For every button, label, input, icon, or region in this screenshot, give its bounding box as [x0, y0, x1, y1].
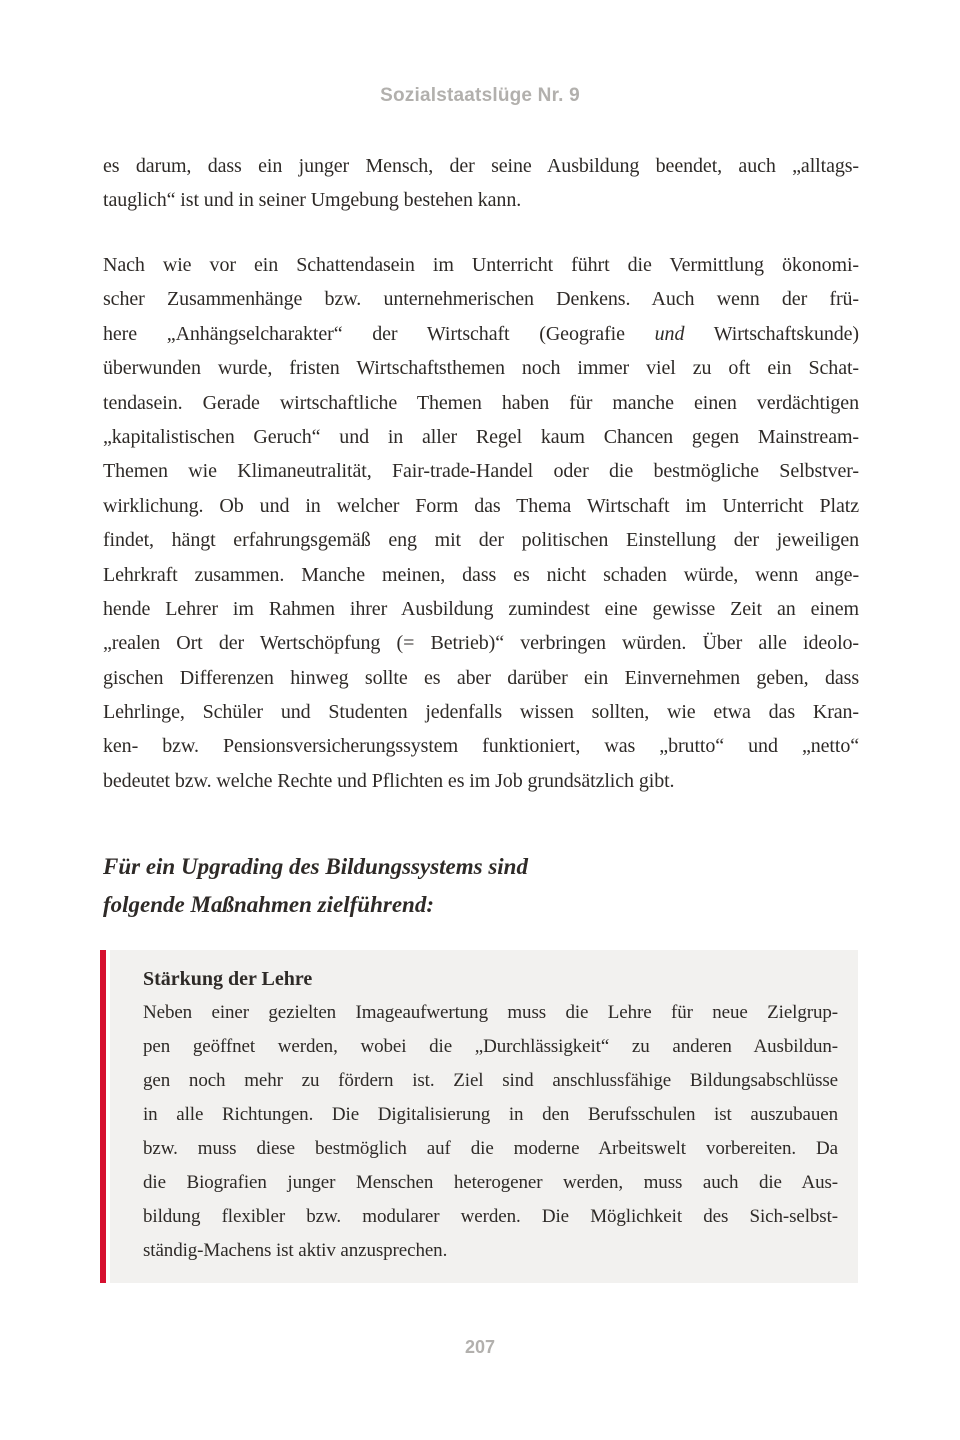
text-line: hende Lehrer im Rahmen ihrer Ausbildung zumindest eine gewisse Zeit an einem	[103, 597, 859, 620]
callout-title: Stärkung der Lehre	[143, 968, 313, 990]
text-line: gen noch mehr zu fördern ist. Ziel sind anschlussfähige Bildungsabschlüsse	[143, 1070, 838, 1091]
text-line: bedeutet bzw. welche Rechte und Pflichten es im Job grundsätzlich gibt.	[103, 769, 675, 792]
text-line: folgende Maßnahmen zielführend:	[103, 892, 434, 917]
text-line: Lehrkraft zusammen. Manche meinen, dass es nicht schaden würde, wenn ange-	[103, 563, 859, 586]
text-line: überwunden wurde, fristen Wirtschaftsthemen noch immer viel zu oft ein Schat-	[103, 357, 859, 380]
text-line: Neben einer gezielten Imageaufwertung muss die Lehre für neue Zielgrup-	[143, 1002, 838, 1023]
callout-content	[110, 950, 858, 1283]
text-line: findet, hängt erfahrungsgemäß eng mit der politischen Einstellung der jeweiligen	[103, 529, 859, 552]
text-line: bildung flexibler bzw. modularer werden. Die Möglichkeit des Sich-selbst-	[143, 1206, 838, 1227]
text-line: „realen Ort der Wertschöpfung (= Betrieb)“ verbringen würden. Über alle ideolo-	[103, 632, 859, 655]
text-line: bzw. muss diese bestmöglich auf die moderne Arbeitswelt vorbereiten. Da	[143, 1138, 838, 1159]
paragraph-main	[103, 248, 859, 798]
text-line: Für ein Upgrading des Bildungssystems sind	[103, 854, 528, 879]
text-line: „kapitalistischen Geruch“ und in aller Regel kaum Chancen gegen Mainstream-	[103, 425, 859, 448]
text-line: gischen Differenzen hinweg sollte es aber darüber ein Einvernehmen geben, dass	[103, 666, 859, 689]
paragraph-intro	[103, 149, 859, 218]
callout-body	[143, 996, 838, 1268]
text-line: tauglich“ ist und in seiner Umgebung bestehen kann.	[103, 189, 522, 212]
callout-box	[100, 950, 858, 1283]
text-line: ken- bzw. Pensionsversicherungssystem funktioniert, was „brutto“ und „netto“	[103, 735, 859, 758]
running-head: Sozialstaatslüge Nr. 9	[380, 85, 580, 106]
text-line: tendasein. Gerade wirtschaftliche Themen haben für manche einen verdächtigen	[103, 391, 859, 414]
text-line: Nach wie vor ein Schattendasein im Unterricht führt die Vermittlung ökonomi-	[103, 254, 859, 276]
text-line: here „Anhängselcharakter“ der Wirtschaft (Geografie und Wirtschaftskunde)	[103, 322, 859, 345]
text-line: ständig-Machens ist aktiv anzusprechen.	[143, 1240, 448, 1261]
text-line: Themen wie Klimaneutralität, Fair-trade-Handel oder die bestmögliche Selbstver-	[103, 460, 859, 483]
text-line: wirklichung. Ob und in welcher Form das Thema Wirtschaft im Unterricht Platz	[103, 494, 859, 517]
text-line: die Biografien junger Menschen heterogener werden, muss auch die Aus-	[143, 1172, 838, 1193]
text-line: pen geöffnet werden, wobei die „Durchlässigkeit“ zu anderen Ausbildun-	[143, 1036, 838, 1057]
section-subheading	[103, 848, 859, 924]
text-line: es darum, dass ein junger Mensch, der seine Ausbildung beendet, auch „alltags-	[103, 155, 859, 177]
text-line: in alle Richtungen. Die Digitalisierung in den Berufsschulen ist auszubauen	[143, 1104, 838, 1125]
page-number: 207	[464, 1337, 496, 1357]
text-line: scher Zusammenhänge bzw. unternehmerischen Denkens. Auch wenn der frü-	[103, 288, 859, 311]
text-line: Lehrlinge, Schüler und Studenten jedenfalls wissen sollten, wie etwa das Kran-	[103, 701, 859, 724]
accent-bar	[100, 950, 106, 1283]
